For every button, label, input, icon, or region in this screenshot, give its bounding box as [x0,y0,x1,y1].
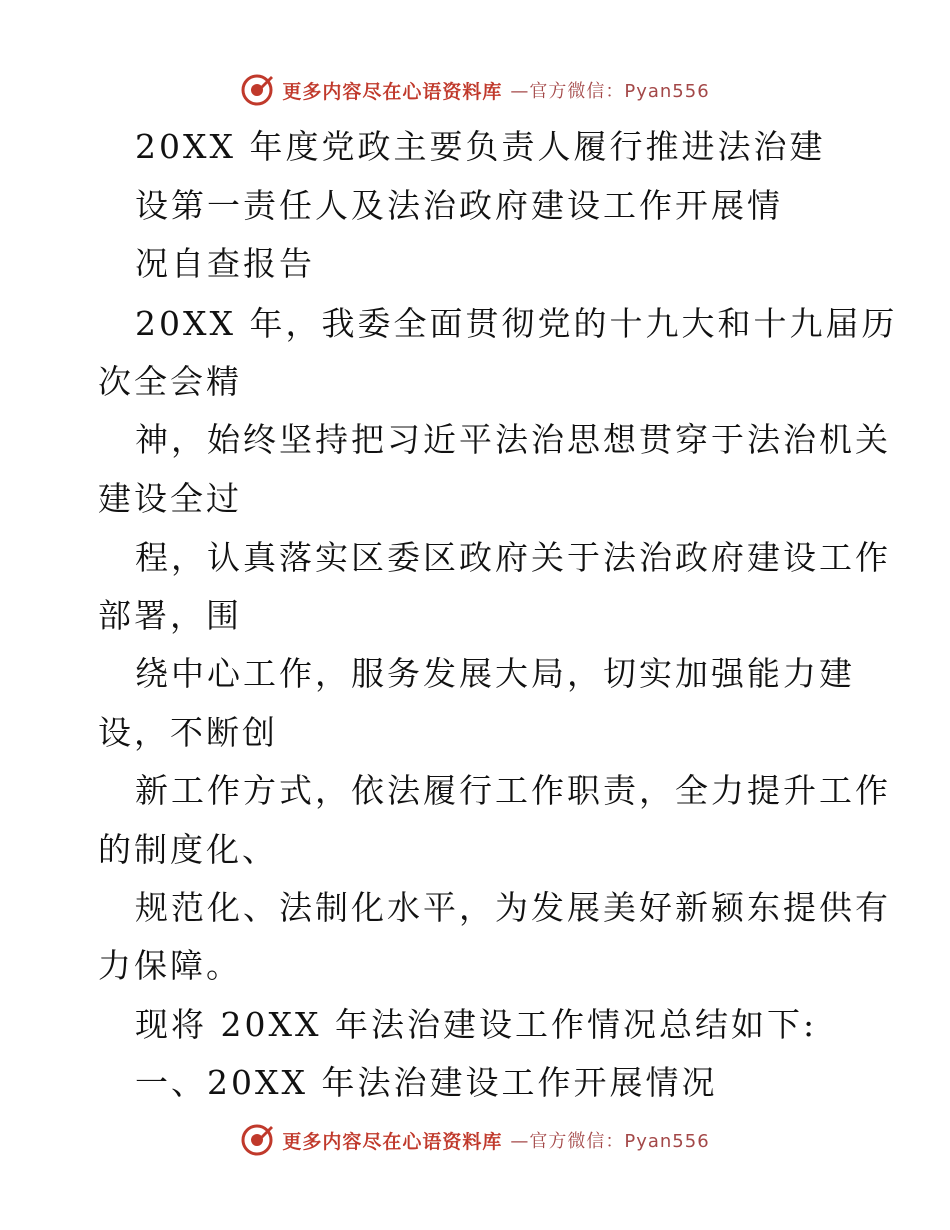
doc-text-line: 部署，围 [98,596,242,635]
doc-text-line: 绕中心工作，服务发展大局，切实加强能力建 [135,654,855,693]
doc-text-line: 的制度化、 [98,830,278,869]
doc-text-line: 现将 20XX 年法治建设工作情况总结如下: [135,1005,818,1044]
doc-text-line: 力保障。 [98,946,242,985]
pen-logo-icon [240,1123,274,1157]
doc-title-line: 设第一责任人及法治政府建设工作开展情 [135,186,783,225]
doc-text-line: 20XX 年，我委全面贯彻党的十九大和十九届历 [135,304,898,343]
doc-text-line: 规范化、法制化水平，为发展美好新颍东提供有 [135,888,891,927]
watermark-main-text: 更多内容尽在心语资料库 [282,80,503,103]
doc-text-line: 建设全过 [98,479,242,518]
doc-text-line: 次全会精 [98,362,242,401]
doc-text-line: 新工作方式，依法履行工作职责，全力提升工作 [135,771,891,810]
doc-title-line: 20XX 年度党政主要负责人履行推进法治建 [135,127,826,166]
doc-section-heading: 一、20XX 年法治建设工作开展情况 [135,1063,718,1102]
watermark-footer [0,1120,950,1160]
watermark-sub-text: —官方微信：Pyan556 [510,81,710,102]
pen-logo-icon [240,73,274,107]
watermark-header [0,70,950,110]
doc-text-line: 程，认真落实区委区政府关于法治政府建设工作 [135,538,891,577]
doc-text-line: 神，始终坚持把习近平法治思想贯穿于法治机关 [135,420,891,459]
doc-title-line: 况自查报告 [135,244,315,283]
watermark-sub-text: —官方微信：Pyan556 [510,1131,710,1152]
watermark-main-text: 更多内容尽在心语资料库 [282,1130,503,1153]
doc-text-line: 设，不断创 [98,713,278,752]
